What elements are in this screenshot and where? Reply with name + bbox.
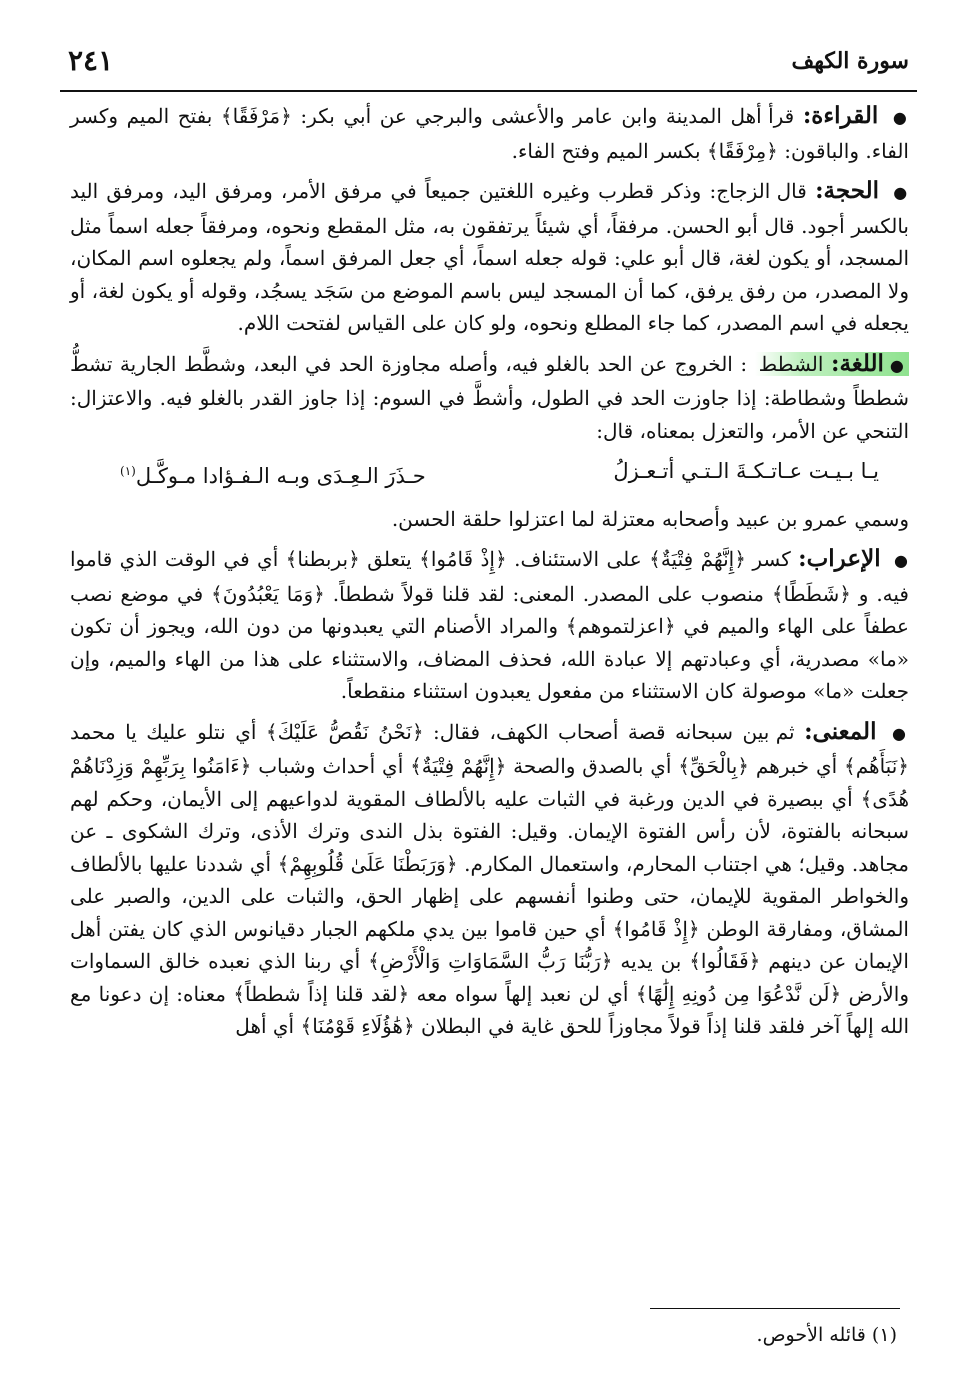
section-irab [70,543,909,708]
page-header [60,38,917,92]
bullet-icon: ● [894,551,909,570]
section-label: المعنى: [804,717,877,745]
section-label: اللغة: [830,349,884,377]
section-label: الإعراب: [798,545,881,572]
verse-hemistich-left [120,455,426,493]
bullet-icon: ● [892,108,910,127]
section-maana [70,716,909,1043]
bullet-icon: ● [889,355,906,375]
section-label: الحجة: [815,177,879,204]
section-text: : الخروج عن الحد بالغلو فيه، وأصله مجاوزة الحد في البعد، وشطَّط الجارية تشطُّ شططاً وشطاطة: إذا جاوزت الحد في الطول، وأشطَّ في السوم: إذا جاوز القدر بالغلو فيه. والاعتزال: التنحي عن الأمر، والتعزل بمعناه، قال: [70,351,910,443]
highlighted-term [755,349,909,377]
section-qiraa [70,100,909,167]
page-number: ٢٤١ [68,44,114,77]
surah-name: سورة الكهف [791,48,909,74]
footnote-divider [650,1308,900,1309]
page-content [70,100,909,1051]
section-text: قال الزجاج: وذكر قطرب وغيره اللغتين جميعاً في مرفق الأمر، ومرفق اليد، ومرفق اليد بالكسر أجود. قال أبو الحسن. مرفقاً، أي شيئاً يرتفقون به، مثل المقطع ونحوه، ومرفقاً جعله اسماً مثل المسجد، أو يكون لغة، قال أبو علي: قوله جعله اسماً، أي جعل المرفق اسماً، ولم يجعلوه اسم المكان، ولا المصدر، من رفق يرفق، كما أن المسجد ليس باسم الموضع من سَجَد يسجُد، وقوله أو يكون لغة، أو يجعله في اسم المصدر، كما جاء المطلع ونحوه، ولو كان على القياس لفتحت اللام. [70,179,910,335]
highlight-word: الشطط [758,351,824,376]
section-hujja [70,175,909,340]
section-text: كسر ﴿إِنَّهُمْ فِتْيَةٌ﴾ على الاستئناف. ﴿إِذْ قَامُوا﴾ يتعلق ﴿بربطنا﴾ أي في الوقت الذي قاموا فيه. و ﴿شَطَطًا﴾ منصوب على المصدر. المعنى: لقد قلنا قولاً شططاً. ﴿وَمَا يَعْبُدُونَ﴾ في موضع نصب عطفاً على الهاء والميم في ﴿اعزلتموهم﴾ والمراد الأصنام التي يعبدونها من دون الله، ويجوز أن تكون «ما» مصدرية، أي وعبادتهم إلا عبادة الله، فحذف المضاف، والاستثناء على هذا من الهاء والميم، وإن جعلت «ما» موصولة كان الاستثناء من مفعول يعبدون استثناء منقطعاً. [70,547,909,703]
section-text: ثم بين سبحانه قصة أصحاب الكهف، فقال: ﴿نَحْنُ نَقُصُّ عَلَيْكَ﴾ أي نتلو عليك يا محمد ﴿نَبَأَهُم﴾ أي خبرهم ﴿بِالْحَقِّ﴾ أي بالصدق والصحة ﴿إِنَّهُمْ فِتْيَةٌ﴾ أي أحداث وشباب ﴿ءَامَنُوا بِرَبِّهِمْ وَزِدْنَاهُمْ هُدًى﴾ أي ببصيرة في الدين ورغبة في الثبات عليه بالألطاف المقوية لدواعيهم إلى الأيمان، وحكم لهم سبحانه بالفتوة، لأن رأس الفتوة الإيمان. وقيل: الفتوة بذل الندى وترك الأذى، وترك الشكوى ـ عن مجاهد. وقيل؛ هي اجتناب المحارم، واستعمال المكارم. ﴿وَرَبَطْنَا عَلَىٰ قُلُوبِهِمْ﴾ أي شددنا عليها بالألطاف والخواطر المقوية للإيمان، حتى وطنوا أنفسهم على إظهار الحق، والثبات على الدين، والصبر على المشاق، ومفارقة الوطن ﴿إِذْ قَامُوا﴾ أي حين قاموا بين يدي ملكهم الجبار دقيانوس الذي كان يفتن أهل الإيمان عن دينهم ﴿فَقَالُوا﴾ بن يديه ﴿رَبُّنَا رَبُّ السَّمَاوَاتِ وَالْأَرْضِ﴾ أي ربنا الذي نعبده خالق السماوات والأرض ﴿لَن نَّدْعُوَا مِن دُونِهِ إِلَٰهًا﴾ أي لن نعبد إلهاً سواه معه ﴿لقد قلنا إذاً شططاً﴾ معناه: إن دعونا مع الله إلهاً آخر فلقد قلنا إذاً قولاً مجاوزاً للحق غاية في البطلان ﴿هَٰؤُلَاءِ قَوْمُنَا﴾ أي أهل [70,719,909,1038]
section-lugha [70,348,909,448]
bullet-icon: ● [891,723,910,743]
section-text: قرأ أهل المدينة وابن عامر والأعشى والبرجي عن أبي بكر: ﴿مَرْفَقًا﴾ بفتح الميم وكسر الفاء. والباقون: ﴿مِرْفَقًا﴾ بكسر الميم وفتح الفاء. [70,104,909,163]
after-verse-text: وسمي عمرو بن عبيد وأصحابه معتزلة لما اعتزلوا حلقة الحسن. [391,506,909,531]
bullet-icon: ● [893,183,910,202]
verse-hemistich-left-text: حـذَرَ الـعِـدَى وبـه الـفـؤادا مـوكَّـل [135,464,426,488]
verse-hemistich-right: يـا بـيـت عـاتـكـةَ الـتـي أتـعـزلُ [613,459,879,483]
section-label: القراءة: [802,102,879,129]
poetry-verse [70,455,909,493]
footnote-marker: (١) [120,464,136,478]
footnote: (١) قائله الأحوص. [756,1324,897,1346]
